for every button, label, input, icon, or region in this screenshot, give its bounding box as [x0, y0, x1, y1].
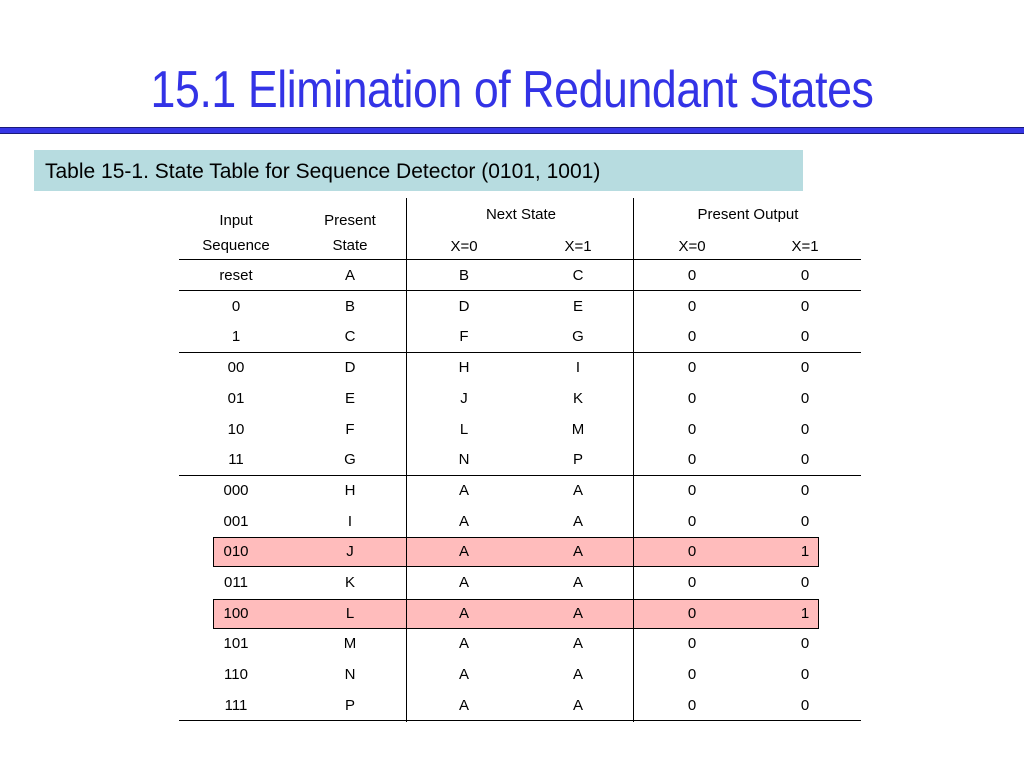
next-state-x1-cell: A — [572, 574, 583, 591]
next-state-x0-cell: L — [459, 420, 469, 438]
input-sequence-cell: 001 — [223, 512, 249, 530]
output-x0-cell: 0 — [687, 574, 697, 591]
row-divider — [179, 259, 861, 260]
table-row — [179, 629, 861, 659]
input-sequence-cell: 01 — [227, 389, 245, 407]
table-row — [179, 507, 861, 537]
input-sequence-cell: 10 — [227, 420, 245, 438]
next-state-x0-cell: A — [458, 481, 469, 499]
input-sequence-cell: 1 — [231, 328, 241, 346]
input-sequence-cell: 010 — [223, 543, 249, 561]
table-row — [179, 476, 861, 506]
table-row — [179, 292, 861, 322]
next-state-x1-cell: A — [572, 666, 583, 684]
table-row — [179, 415, 861, 445]
row-divider — [179, 720, 861, 721]
table-row — [179, 568, 861, 598]
table-row — [179, 384, 861, 414]
next-state-x1-cell: A — [572, 543, 583, 561]
next-state-x0-cell: A — [458, 543, 469, 561]
input-sequence-cell: reset — [219, 267, 253, 284]
table-row — [179, 691, 861, 721]
table-row — [179, 660, 861, 690]
next-state-x1-cell: A — [572, 512, 583, 530]
next-state-x1-cell: I — [575, 359, 581, 377]
input-sequence-cell: 00 — [227, 359, 245, 377]
output-x1-cell: 0 — [800, 666, 810, 684]
next-state-x1-cell: C — [572, 267, 584, 284]
present-state-cell: E — [344, 389, 355, 407]
present-state-cell: G — [344, 451, 356, 469]
present-state-cell: M — [343, 635, 357, 653]
next-state-x0-cell: D — [458, 297, 470, 315]
next-state-x1-cell: A — [572, 635, 583, 653]
table-caption: Table 15-1. State Table for Sequence Detector (0101, 1001) — [34, 150, 803, 191]
next-state-x0-cell: A — [458, 666, 469, 684]
title-underline — [0, 127, 1024, 134]
output-x1-cell: 0 — [800, 451, 810, 469]
output-x1-cell: 1 — [800, 543, 810, 561]
present-state-cell: A — [344, 267, 355, 284]
header-out-x0: X=0 — [678, 238, 706, 255]
output-x1-cell: 0 — [800, 574, 810, 591]
output-x1-cell: 0 — [800, 635, 810, 653]
next-state-x1-cell: M — [571, 420, 585, 438]
next-state-x1-cell: K — [572, 389, 583, 407]
next-state-x0-cell: B — [458, 267, 469, 284]
output-x0-cell: 0 — [687, 359, 697, 377]
output-x0-cell: 0 — [687, 481, 697, 499]
input-sequence-cell: 000 — [223, 481, 249, 499]
output-x1-cell: 1 — [800, 604, 810, 622]
output-x1-cell: 0 — [800, 297, 810, 315]
next-state-x0-cell: A — [458, 604, 469, 622]
row-divider — [179, 352, 861, 353]
highlight-outline — [213, 537, 819, 567]
output-x1-cell: 0 — [800, 359, 810, 377]
present-state-cell: H — [344, 481, 356, 499]
present-state-cell: C — [344, 328, 356, 346]
output-x1-cell: 0 — [800, 389, 810, 407]
output-x1-cell: 0 — [800, 420, 810, 438]
next-state-x0-cell: N — [458, 451, 470, 469]
present-state-cell: N — [344, 666, 356, 684]
column-divider — [406, 198, 407, 722]
state-table — [179, 198, 861, 722]
next-state-x1-cell: E — [572, 297, 583, 315]
output-x0-cell: 0 — [687, 451, 697, 469]
output-x1-cell: 0 — [800, 481, 810, 499]
slide-title: 15.1 Elimination of Redundant States — [150, 61, 874, 119]
input-sequence-cell: 111 — [224, 696, 248, 714]
table-row — [179, 353, 861, 383]
header-next-state: Next State — [485, 206, 557, 223]
header-next-x0: X=0 — [450, 238, 478, 255]
output-x0-cell: 0 — [687, 420, 697, 438]
output-x1-cell: 0 — [800, 328, 810, 346]
present-state-cell: P — [344, 696, 355, 714]
output-x1-cell: 0 — [800, 696, 810, 714]
next-state-x0-cell: A — [458, 574, 469, 591]
input-sequence-cell: 100 — [223, 604, 249, 622]
column-divider — [633, 198, 634, 722]
next-state-x1-cell: P — [572, 451, 583, 469]
highlight-outline — [213, 599, 819, 629]
row-divider — [179, 290, 861, 291]
output-x0-cell: 0 — [687, 635, 697, 653]
input-sequence-cell: 110 — [224, 666, 248, 684]
output-x0-cell: 0 — [687, 389, 697, 407]
output-x0-cell: 0 — [687, 543, 697, 561]
output-x1-cell: 0 — [800, 512, 810, 530]
output-x0-cell: 0 — [687, 328, 697, 346]
row-divider — [179, 475, 861, 476]
present-state-cell: K — [344, 574, 355, 591]
present-state-cell: F — [345, 420, 355, 438]
table-row — [179, 322, 861, 352]
next-state-x0-cell: F — [459, 328, 469, 346]
output-x1-cell: 0 — [800, 267, 810, 284]
input-sequence-cell: 011 — [224, 574, 248, 591]
header-input-sequence: Input Sequence — [202, 212, 270, 254]
output-x0-cell: 0 — [687, 512, 697, 530]
present-state-cell: J — [346, 543, 354, 561]
header-present-output: Present Output — [697, 206, 799, 223]
table-row — [179, 261, 861, 291]
next-state-x0-cell: A — [458, 635, 469, 653]
output-x0-cell: 0 — [687, 297, 697, 315]
present-state-cell: I — [347, 512, 353, 530]
input-sequence-cell: 0 — [231, 297, 241, 315]
next-state-x0-cell: A — [458, 696, 469, 714]
output-x0-cell: 0 — [687, 666, 697, 684]
header-out-x1: X=1 — [791, 238, 819, 255]
header-next-x1: X=1 — [564, 238, 592, 255]
output-x0-cell: 0 — [687, 267, 697, 284]
input-sequence-cell: 11 — [228, 451, 244, 469]
next-state-x0-cell: A — [458, 512, 469, 530]
present-state-cell: D — [344, 359, 356, 377]
next-state-x1-cell: A — [572, 696, 583, 714]
output-x0-cell: 0 — [687, 696, 697, 714]
next-state-x1-cell: A — [572, 604, 583, 622]
next-state-x0-cell: H — [458, 359, 470, 377]
next-state-x1-cell: A — [572, 481, 583, 499]
present-state-cell: L — [345, 604, 355, 622]
input-sequence-cell: 101 — [223, 635, 249, 653]
next-state-x1-cell: G — [572, 328, 584, 346]
table-row — [179, 445, 861, 475]
present-state-cell: B — [344, 297, 355, 315]
next-state-x0-cell: J — [460, 389, 468, 407]
header-present-state: Present State — [324, 212, 376, 254]
output-x0-cell: 0 — [687, 604, 697, 622]
